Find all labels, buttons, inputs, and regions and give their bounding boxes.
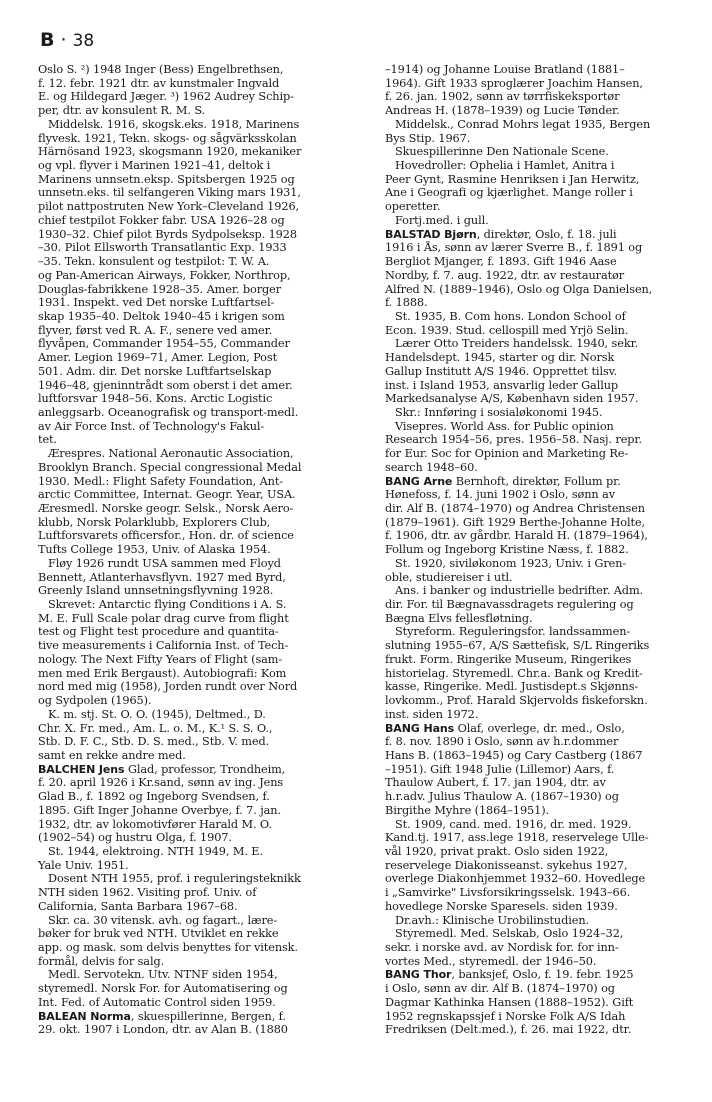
line-text: Bernhoft, direktør, Follum pr.: [452, 474, 621, 488]
text-line: [38, 968, 358, 982]
text-line: [385, 351, 705, 365]
text-line: [38, 186, 358, 200]
line-text: Marinens unnsetn.eksp. Spitsbergen 1925 og: [38, 172, 295, 186]
text-line: [38, 776, 358, 790]
text-line: [38, 584, 358, 598]
line-text: skap 1935–40. Deltok 1940–45 i krigen som: [38, 309, 285, 323]
line-text: pilot nattpostruten New York–Cleveland 1926,: [38, 200, 300, 214]
page-number: 38: [72, 31, 95, 51]
line-text: Medl. Servotekn. Utv. NTNF siden 1954,: [48, 968, 278, 982]
text-line: [385, 776, 705, 790]
line-text: Middelsk. 1916, skogsk.eks. 1918, Marinens: [48, 117, 300, 131]
text-line: [38, 351, 358, 365]
line-text: f. 1888.: [385, 296, 428, 310]
text-line: [38, 516, 358, 530]
line-text: Æresmedl. Norske geogr. Selsk., Norsk Aero-: [38, 502, 294, 515]
line-text: Glad B., f. 1892 og Ingeborg Svendsen, f.: [38, 790, 270, 804]
line-text: vål 1920, privat prakt. Oslo siden 1922,: [385, 844, 609, 858]
text-line: [385, 722, 705, 736]
text-line: [385, 1010, 705, 1024]
text-line: [38, 612, 358, 626]
text-line: [38, 543, 358, 557]
text-line: [385, 831, 705, 845]
line-text: , skuespillerinne, Bergen, f.: [130, 1009, 286, 1023]
line-text: Handelsdept. 1945, starter og dir. Norsk: [385, 351, 615, 365]
text-line: [38, 90, 358, 104]
text-line: [385, 77, 705, 91]
entry-name: BALEAN Norma: [38, 1009, 131, 1023]
line-text: og Pan-American Airways, Fokker, Northrop,: [38, 268, 291, 282]
entry-name: BANG Thor: [385, 968, 452, 982]
line-text: , banksjef, Oslo, f. 19. febr. 1925: [451, 968, 634, 982]
line-text: 1931. Inspekt. ved Det norske Luftfartsel-: [38, 296, 275, 310]
text-line: [385, 392, 705, 406]
entry-name: BANG Arne: [385, 474, 453, 488]
line-text: frukt. Form. Ringerike Museum, Ringerikes: [385, 652, 632, 666]
line-text: 1932, dtr. av lokomotivfører Harald M. O.: [38, 817, 272, 831]
line-text: Chr. X. Fr. med., Am. L. o. M., K.¹ S. S. O.,: [38, 721, 273, 735]
line-text: Styremedl. Med. Selskab, Oslo 1924–32,: [395, 927, 624, 941]
text-line: [385, 598, 705, 612]
text-line: [38, 529, 358, 543]
line-text: bøker for bruk ved NTH. Utviklet en rekke: [38, 927, 279, 941]
line-text: M. E. Full Scale polar drag curve from flight: [38, 611, 289, 625]
line-text: Olaf, overlege, dr. med., Oslo,: [454, 721, 625, 735]
text-line: [385, 283, 705, 297]
text-line: [38, 461, 358, 475]
line-text: Int. Fed. of Automatic Control siden 1959.: [38, 995, 276, 1009]
entry-name: BANG Hans: [385, 721, 455, 735]
text-line: [385, 90, 705, 104]
text-line: [385, 557, 705, 571]
line-text: 1952 regnskapssjef i Norske Folk A/S Idah: [385, 1009, 626, 1023]
text-line: [38, 667, 358, 681]
line-text: men med Erik Bergaust). Autobiografi: Kom: [38, 666, 287, 680]
line-text: operetter.: [385, 200, 441, 214]
text-line: [38, 831, 358, 845]
line-text: St. 1920, siviløkonom 1923, Univ. i Gren-: [395, 556, 627, 570]
text-line: [385, 735, 705, 749]
text-line: [385, 886, 705, 900]
text-line: [38, 722, 358, 736]
text-line: [385, 475, 705, 489]
line-text: Markedsanalyse A/S, København siden 1957.: [385, 392, 639, 406]
text-line: [38, 996, 358, 1010]
line-text: Brooklyn Branch. Special congressional Medal: [38, 460, 302, 474]
line-text: og Sydpolen (1965).: [38, 694, 152, 708]
text-line: [38, 447, 358, 461]
line-text: Douglas-fabrikkene 1928–35. Amer. borger: [38, 282, 282, 296]
line-text: Yale Univ. 1951.: [38, 858, 129, 872]
line-text: Research 1954–56, pres. 1956–58. Nasj. repr.: [385, 433, 642, 447]
line-text: klubb, Norsk Polarklubb, Explorers Club,: [38, 515, 271, 529]
text-line: [38, 420, 358, 434]
text-line: [38, 406, 358, 420]
text-line: [385, 529, 705, 543]
line-text: f. 8. nov. 1890 i Oslo, sønn av h.r.dommer: [385, 735, 619, 749]
text-line: [38, 475, 358, 489]
text-line: [385, 63, 705, 77]
line-text: Skr.: Innføring i sosialøkonomi 1945.: [395, 405, 603, 419]
line-text: Lærer Otto Treiders handelssk. 1940, sekr.: [395, 337, 639, 351]
line-text: Alfred N. (1889–1946), Oslo og Olga Danielsen,: [385, 282, 653, 296]
line-text: Skuespillerinne Den Nationale Scene.: [395, 145, 609, 159]
text-line: [385, 584, 705, 598]
line-text: 1964). Gift 1933 sproglærer Joachim Hansen,: [385, 76, 643, 90]
text-line: [38, 749, 358, 763]
text-line: [385, 818, 705, 832]
text-line: [385, 749, 705, 763]
line-text: flyvesk. 1921, Tekn. skogs- og sågvärksskolan: [38, 131, 297, 145]
line-text: E. og Hildegard Jæger. ³) 1962 Audrey Schip-: [38, 90, 294, 104]
text-column-left: [38, 63, 358, 1037]
line-text: tive measurements i California Inst. of Tech-: [38, 639, 289, 653]
line-text: unnsetn.eks. til selfangeren Viking mars 1931,: [38, 186, 301, 200]
text-line: [385, 639, 705, 653]
text-line: [385, 173, 705, 187]
line-text: oble, studiereiser i utl.: [385, 570, 513, 584]
line-text: Andreas H. (1878–1939) og Lucie Tønder.: [385, 104, 620, 118]
line-text: Stb. D. F. C., Stb. D. S. med., Stb. V. med.: [38, 735, 270, 749]
line-text: Tufts College 1953, Univ. of Alaska 1954.: [38, 543, 271, 557]
text-line: [38, 941, 358, 955]
line-text: 1930–32. Chief pilot Byrds Sydpolseksp. 1928: [38, 227, 297, 241]
entry-name: BALCHEN Jens: [38, 762, 125, 776]
text-line: [38, 625, 358, 639]
text-line: [385, 324, 705, 338]
text-line: [385, 488, 705, 502]
text-line: [38, 900, 358, 914]
line-text: Kand.tj. 1917, ass.lege 1918, reservelege Ulle-: [385, 831, 649, 845]
line-text: NTH siden 1962. Visiting prof. Univ. of: [38, 886, 257, 900]
line-text: inst. siden 1972.: [385, 707, 479, 721]
line-text: St. 1909, cand. med. 1916, dr. med. 1929.: [395, 817, 632, 831]
line-text: Hovedroller: Ophelia i Hamlet, Anitra i: [395, 159, 615, 173]
line-text: Ans. i banker og industrielle bedrifter. Adm.: [395, 584, 644, 598]
line-text: chief testpilot Fokker fabr. USA 1926–28 og: [38, 213, 285, 227]
text-line: [38, 379, 358, 393]
line-text: Oslo S. ²) 1948 Inger (Bess) Engelbrethsen,: [38, 63, 284, 76]
line-text: Middelsk., Conrad Mohrs legat 1935, Bergen: [395, 117, 651, 131]
line-text: arctic Committee, Internat. Geogr. Year, USA.: [38, 488, 296, 502]
line-text: California, Santa Barbara 1967–68.: [38, 899, 238, 913]
line-text: 1895. Gift Inger Johanne Overbye, f. 7. jan.: [38, 803, 281, 817]
section-letter: B: [40, 29, 55, 51]
text-line: [38, 955, 358, 969]
line-text: 1916 i Ås, sønn av lærer Sverre B., f. 1891 og: [385, 241, 643, 255]
text-line: [385, 927, 705, 941]
line-text: inst. i Island 1953, ansvarlig leder Gallup: [385, 378, 619, 392]
text-line: [385, 680, 705, 694]
text-line: [38, 255, 358, 269]
line-text: vortes Med., styremedl. der 1946–50.: [385, 954, 597, 968]
line-text: Peer Gynt, Rasmine Henriksen i Jan Herwitz,: [385, 172, 640, 186]
text-line: [385, 214, 705, 228]
line-text: f. 20. april 1926 i Kr.sand, sønn av ing. Jens: [38, 776, 284, 790]
line-text: Skrevet: Antarctic flying Conditions i A. S.: [48, 598, 287, 612]
text-line: [385, 571, 705, 585]
line-text: luftforsvar 1948–56. Kons. Arctic Logistic: [38, 392, 273, 406]
text-line: [385, 694, 705, 708]
text-line: [38, 324, 358, 338]
line-text: Bægna Elvs fellesfløtning.: [385, 611, 533, 625]
line-text: test og Flight test procedure and quantita-: [38, 625, 279, 639]
line-text: Luftforsvarets officersfor., Hon. dr. of science: [38, 529, 294, 543]
text-line: [38, 118, 358, 132]
line-text: Ane i Geografi og kjærlighet. Mange roller i: [385, 186, 633, 200]
text-line: [38, 653, 358, 667]
text-line: [38, 502, 358, 516]
text-line: [38, 927, 358, 941]
line-text: sekr. i norske avd. av Nordisk for. for inn-: [385, 941, 619, 954]
text-line: [38, 859, 358, 873]
line-text: Amer. Legion 1969–71, Amer. Legion, Post: [38, 351, 278, 365]
line-text: nord med mig (1958), Jorden rundt over Nord: [38, 680, 298, 694]
line-text: styremedl. Norsk For. for Automatisering og: [38, 982, 288, 996]
line-text: Visepres. World Ass. for Public opinion: [395, 419, 614, 433]
text-line: [385, 132, 705, 146]
line-text: Econ. 1939. Stud. cellospill med Yrjö Selin.: [385, 323, 629, 337]
header-separator: ·: [54, 29, 73, 51]
text-line: [385, 859, 705, 873]
entry-name: BALSTAD Bjørn: [385, 227, 477, 241]
text-line: [38, 269, 358, 283]
text-line: [38, 982, 358, 996]
line-text: og vpl. flyver i Marinen 1921–41, deltok i: [38, 159, 271, 173]
line-text: St. 1944, elektroing. NTH 1949, M. E.: [48, 844, 263, 858]
line-text: –35. Tekn. konsulent og testpilot: T. W. A.: [38, 255, 270, 269]
line-text: i Oslo, sønn av dir. Alf B. (1874–1970) og: [385, 982, 615, 996]
line-text: Ærespres. National Aeronautic Association,: [48, 447, 294, 461]
line-text: (1879–1961). Gift 1929 Berthe-Johanne Holte,: [385, 515, 645, 529]
text-line: [38, 886, 358, 900]
text-line: [385, 982, 705, 996]
text-line: [385, 955, 705, 969]
text-line: [38, 104, 358, 118]
text-column-right: [385, 63, 705, 1037]
text-line: [38, 63, 358, 77]
text-line: [385, 420, 705, 434]
text-line: [38, 296, 358, 310]
line-text: per, dtr. av konsulent R. M. S.: [38, 104, 206, 118]
text-line: [385, 543, 705, 557]
text-line: [385, 653, 705, 667]
text-line: [385, 996, 705, 1010]
line-text: Gallup Institutt A/S 1946. Opprettet tilsv.: [385, 364, 618, 378]
line-text: –30. Pilot Ellsworth Transatlantic Exp. 1933: [38, 241, 287, 255]
line-text: historielag. Styremedl. Chr.a. Bank og Kredit-: [385, 666, 643, 680]
line-text: Hønefoss, f. 14. juni 1902 i Oslo, sønn av: [385, 488, 616, 502]
text-line: [385, 845, 705, 859]
text-line: [38, 214, 358, 228]
line-text: Dosent NTH 1955, prof. i reguleringsteknikk: [48, 872, 301, 886]
line-text: flyvåpen, Commander 1954–55, Commander: [38, 337, 290, 351]
text-line: [38, 159, 358, 173]
line-text: Bergliot Mjanger, f. 1893. Gift 1946 Aase: [385, 255, 617, 269]
line-text: 501. Adm. dir. Det norske Luftfartselskap: [38, 364, 272, 378]
line-text: St. 1935, B. Com hons. London School of: [395, 309, 626, 323]
text-line: [385, 337, 705, 351]
line-text: app. og mask. som delvis benyttes for vitensk.: [38, 941, 298, 954]
text-line: [385, 461, 705, 475]
line-text: flyver, først ved R. A. F., senere ved amer.: [38, 323, 273, 337]
line-text: Fløy 1926 rundt USA sammen med Floyd: [48, 556, 281, 570]
text-line: [385, 145, 705, 159]
text-line: [38, 694, 358, 708]
text-line: [385, 941, 705, 955]
text-line: [385, 502, 705, 516]
text-line: [385, 900, 705, 914]
text-line: [38, 173, 358, 187]
text-line: [38, 639, 358, 653]
text-line: [385, 200, 705, 214]
line-text: Dagmar Kathinka Hansen (1888–1952). Gift: [385, 995, 634, 1009]
text-line: [385, 241, 705, 255]
line-text: i „Samvirke" Livsforsikringsselsk. 1943–66.: [385, 886, 631, 900]
line-text: Styreform. Reguleringsfor. landssammen-: [395, 625, 631, 639]
text-line: [38, 77, 358, 91]
text-line: [38, 365, 358, 379]
line-text: reservelege Diakonisseanst. sykehus 1927,: [385, 858, 628, 872]
line-text: K. m. stj. St. O. O. (1945), Deltmed., D.: [48, 707, 266, 721]
line-text: av Air Force Inst. of Technology's Fakul-: [38, 419, 265, 433]
line-text: Follum og Ingeborg Kristine Næss, f. 1882.: [385, 543, 629, 557]
text-line: [385, 1023, 705, 1037]
text-line: [385, 914, 705, 928]
text-line: [38, 557, 358, 571]
text-line: [38, 283, 358, 297]
line-text: tet.: [38, 433, 57, 447]
text-line: [38, 488, 358, 502]
text-line: [38, 1023, 358, 1037]
text-line: [385, 296, 705, 310]
text-line: [385, 228, 705, 242]
text-line: [38, 735, 358, 749]
text-line: [38, 337, 358, 351]
text-line: [385, 118, 705, 132]
text-line: [385, 365, 705, 379]
line-text: h.r.adv. Julius Thaulow A. (1867–1930) og: [385, 790, 619, 804]
line-text: anleggsarb. Oceanografisk og transport-medl.: [38, 405, 299, 419]
line-text: , direktør, Oslo, f. 18. juli: [476, 227, 617, 241]
text-line: [38, 804, 358, 818]
text-line: [38, 241, 358, 255]
text-line: [385, 269, 705, 283]
text-line: [385, 310, 705, 324]
page-header: [40, 28, 94, 53]
text-line: [385, 104, 705, 118]
text-line: [385, 667, 705, 681]
text-line: [385, 159, 705, 173]
line-text: dir. For. til Bægnavassdragets regulering og: [385, 598, 634, 612]
line-text: hovedlege Norske Sparesels. siden 1939.: [385, 899, 618, 913]
line-text: Hans B. (1863–1945) og Cary Castberg (1867: [385, 748, 643, 762]
text-line: [385, 433, 705, 447]
line-text: 1946–48, gjeninntrådt som oberst i det amer.: [38, 378, 293, 392]
line-text: Greenly Island unnsetningsflyvning 1928.: [38, 584, 274, 598]
text-line: [385, 516, 705, 530]
line-text: lovkomm., Prof. Harald Skjervolds fiskeforskn.: [385, 694, 648, 708]
line-text: samt en rekke andre med.: [38, 748, 186, 762]
line-text: –1914) og Johanne Louise Bratland (1881–: [385, 63, 625, 76]
text-line: [38, 708, 358, 722]
text-line: [385, 790, 705, 804]
text-line: [38, 310, 358, 324]
line-text: 29. okt. 1907 i London, dtr. av Alan B. (1880: [38, 1023, 288, 1037]
line-text: Nordby, f. 7. aug. 1922, dtr. av restauratør: [385, 268, 625, 282]
text-line: [38, 818, 358, 832]
line-text: –1951). Gift 1948 Julie (Lillemor) Aars, f.: [385, 762, 615, 776]
text-line: [385, 406, 705, 420]
text-line: [38, 790, 358, 804]
line-text: Glad, professor, Trondheim,: [124, 762, 286, 776]
line-text: Skr. ca. 30 vitensk. avh. og fagart., lære-: [48, 913, 278, 927]
line-text: (1902–54) og hustru Olga, f. 1907.: [38, 831, 232, 845]
line-text: dir. Alf B. (1874–1970) og Andrea Christensen: [385, 502, 645, 515]
line-text: Birgithe Myhre (1864–1951).: [385, 803, 550, 817]
line-text: Fortj.med. i gull.: [395, 213, 489, 227]
text-line: [385, 186, 705, 200]
text-line: [38, 145, 358, 159]
line-text: kasse, Ringerike. Medl. Justisdept.s Skjønns-: [385, 680, 639, 694]
text-line: [385, 968, 705, 982]
text-line: [385, 708, 705, 722]
line-text: for Eur. Soc for Opinion and Marketing Re-: [385, 447, 629, 461]
text-line: [38, 228, 358, 242]
text-line: [38, 598, 358, 612]
line-text: Bennett, Atlanterhavsflyvn. 1927 med Byrd,: [38, 570, 286, 584]
line-text: slutning 1955–67, A/S Sættefisk, S/L Ringeriks: [385, 639, 650, 653]
line-text: Fredriksen (Delt.med.), f. 26. mai 1922, dtr.: [385, 1023, 632, 1037]
text-line: [385, 255, 705, 269]
text-line: [38, 763, 358, 777]
text-line: [38, 680, 358, 694]
line-text: overlege Diakonhjemmet 1932–60. Hovedlege: [385, 872, 646, 886]
line-text: Thaulow Aubert, f. 17. jan 1904, dtr. av: [385, 776, 606, 790]
text-line: [385, 804, 705, 818]
line-text: f. 1906, dtr. av gårdbr. Harald H. (1879–1964),: [385, 529, 648, 543]
text-line: [385, 625, 705, 639]
text-line: [38, 845, 358, 859]
text-line: [38, 1010, 358, 1024]
line-text: formål, delvis for salg.: [38, 954, 165, 968]
text-line: [385, 447, 705, 461]
text-line: [38, 872, 358, 886]
text-line: [38, 914, 358, 928]
text-line: [385, 612, 705, 626]
line-text: f. 26. jan. 1902, sønn av tørrfiskeksportør: [385, 90, 620, 104]
text-line: [38, 433, 358, 447]
text-line: [38, 200, 358, 214]
line-text: nology. The Next Fifty Years of Flight (sam-: [38, 652, 283, 666]
line-text: Härnösand 1923, skogsmann 1920, mekaniker: [38, 145, 302, 159]
line-text: Dr.avh.: Klinische Urobilinstudien.: [395, 913, 589, 927]
text-line: [38, 571, 358, 585]
text-line: [385, 379, 705, 393]
text-line: [38, 132, 358, 146]
text-line: [38, 392, 358, 406]
text-line: [385, 872, 705, 886]
text-line: [385, 763, 705, 777]
line-text: search 1948–60.: [385, 460, 478, 474]
line-text: Bys Stip. 1967.: [385, 131, 471, 145]
line-text: 1930. Medl.: Flight Safety Foundation, Ant-: [38, 474, 284, 488]
line-text: f. 12. febr. 1921 dtr. av kunstmaler Ingvald: [38, 76, 280, 90]
